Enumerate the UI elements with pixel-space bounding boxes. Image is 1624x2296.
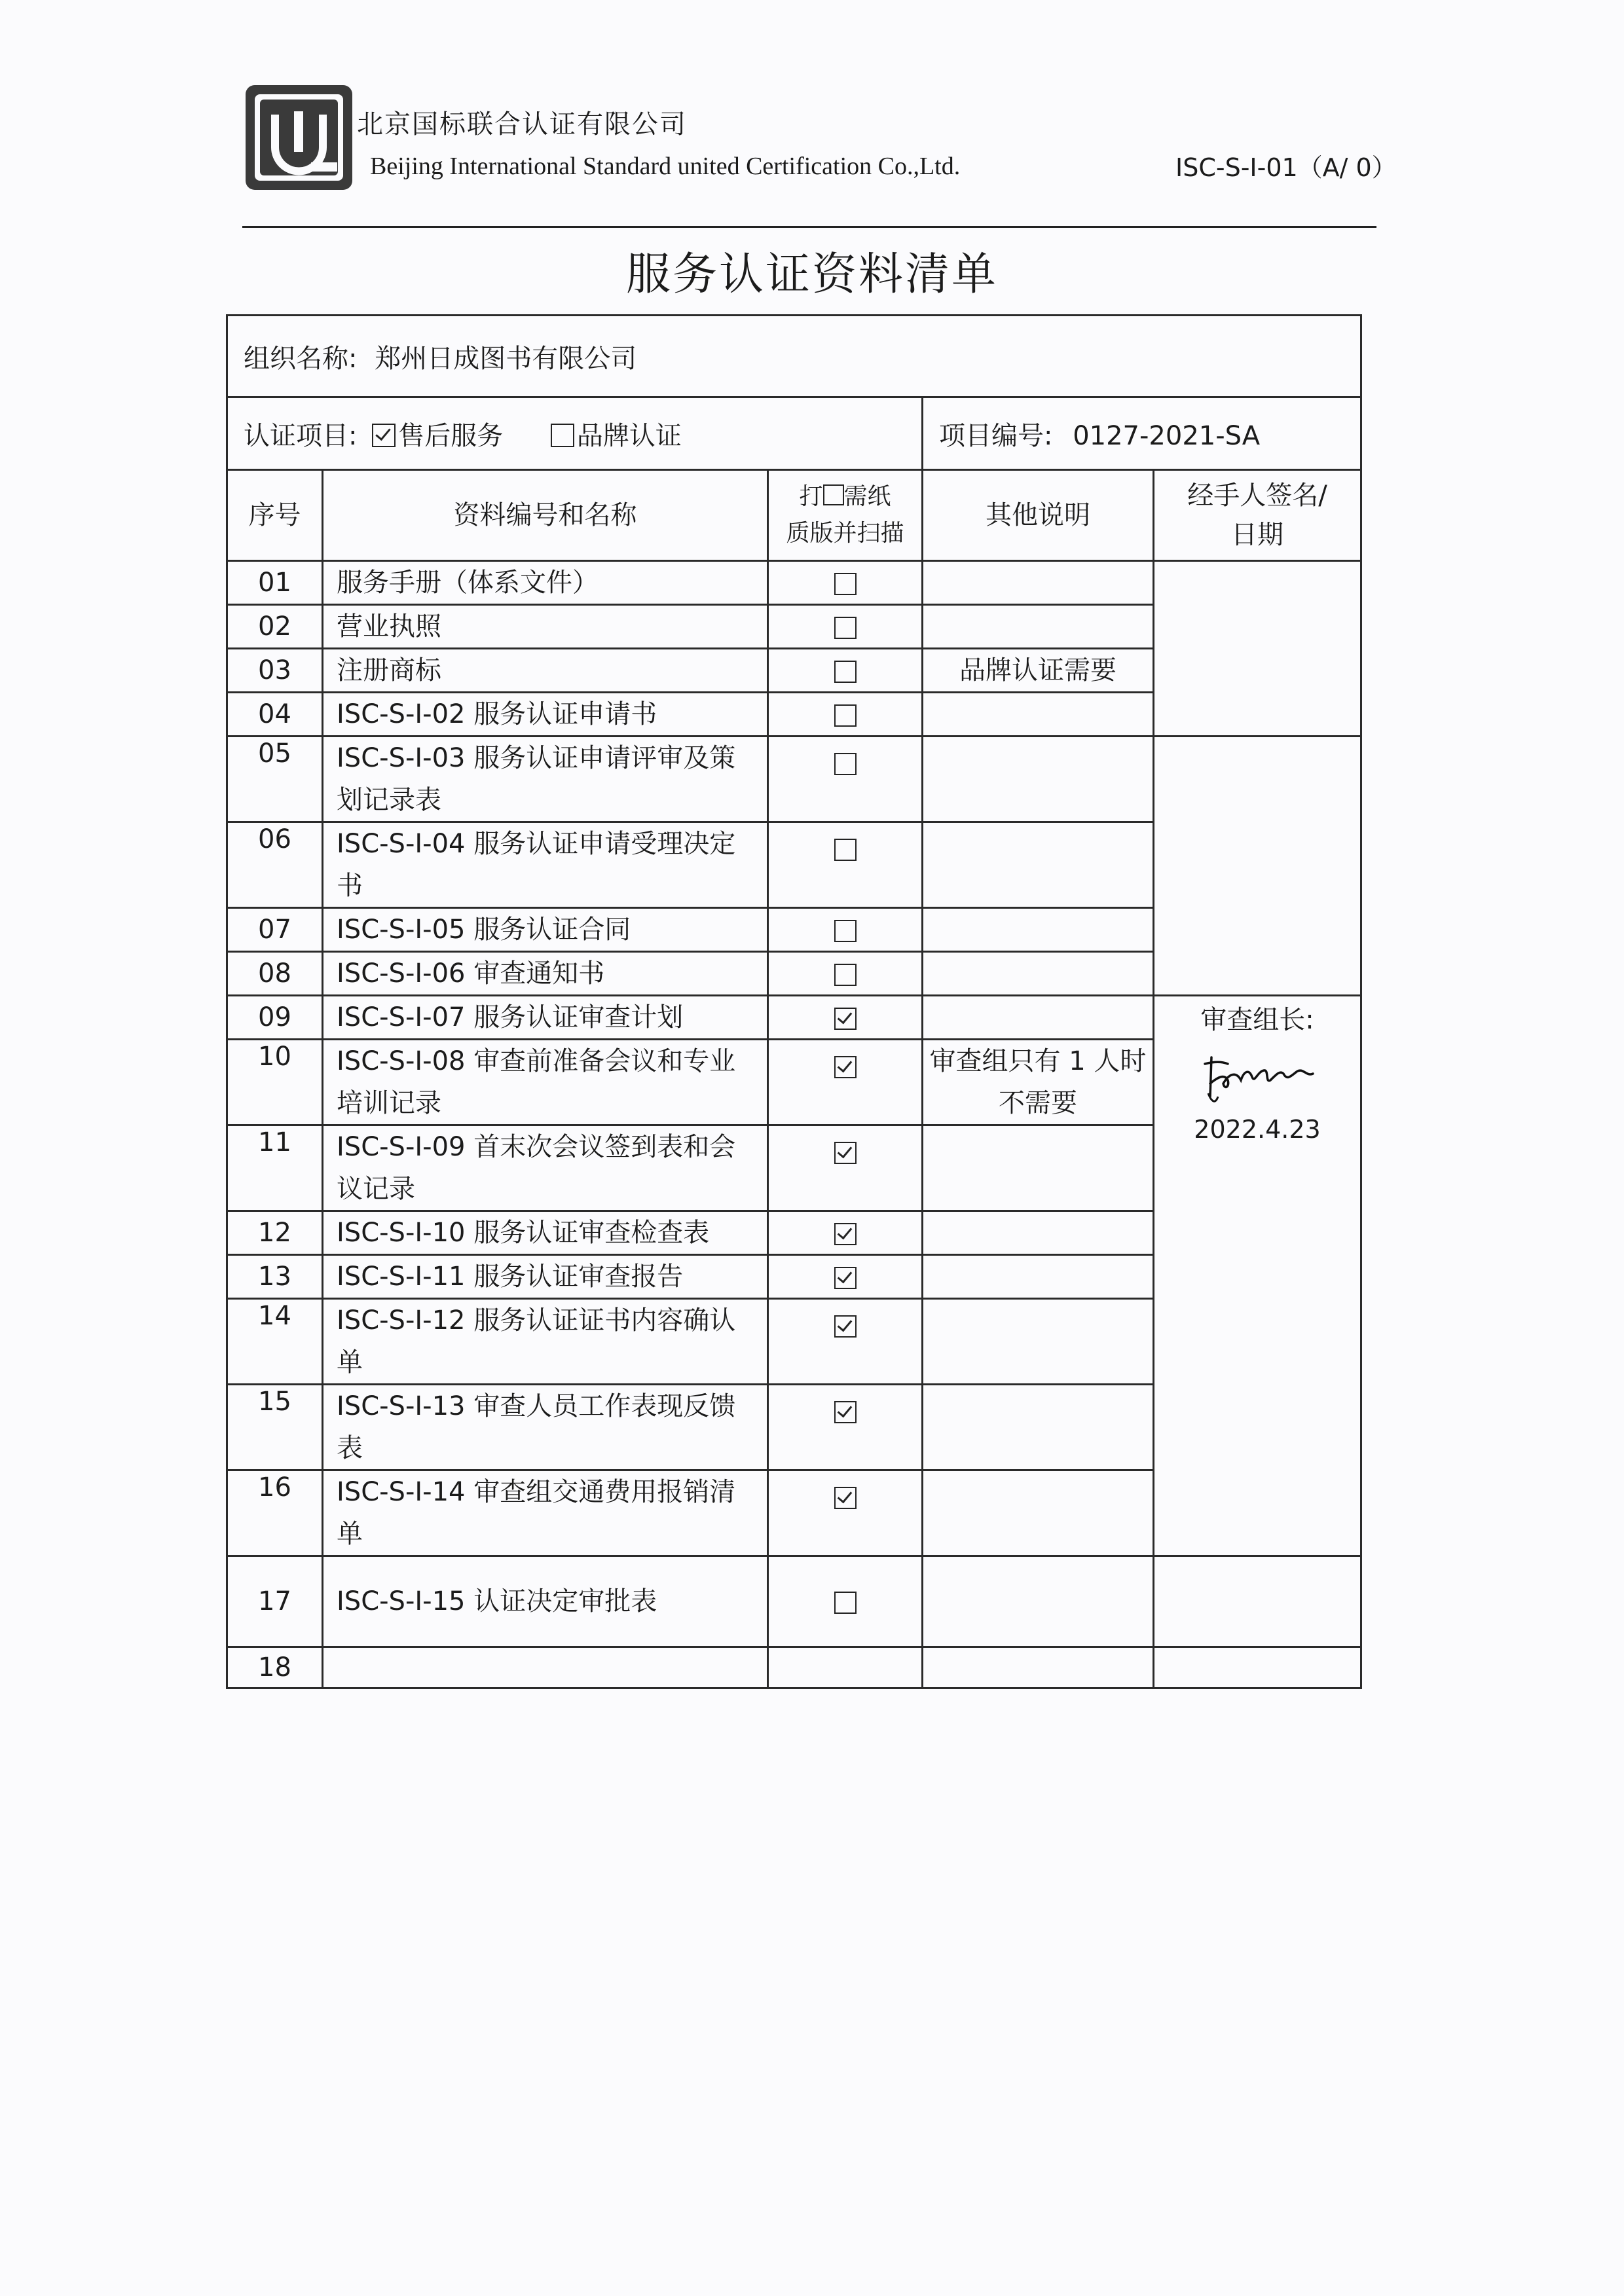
row-note [923, 908, 1154, 952]
table-row [227, 1647, 1361, 1688]
checklist-table [226, 314, 1362, 1689]
col-header-sign-line1: 经手人签名/ [1187, 481, 1327, 511]
checkbox-checked-icon[interactable] [834, 1223, 857, 1245]
row-doc-name: ISC-S-I-02 服务认证申请书 [323, 693, 768, 737]
row-note [923, 1211, 1154, 1255]
row-seq: 07 [227, 908, 323, 952]
checkbox-empty-icon[interactable] [834, 617, 857, 639]
table-row [227, 737, 1361, 822]
row-doc-name: ISC-S-I-06 审查通知书 [323, 952, 768, 996]
sign-cell-blank-4 [1154, 1647, 1361, 1688]
row-doc-name: ISC-S-I-11 服务认证审查报告 [323, 1255, 768, 1299]
row-note [923, 822, 1154, 908]
row-doc-name: ISC-S-I-04 服务认证申请受理决定书 [323, 822, 768, 908]
checkbox-empty-icon[interactable] [834, 573, 857, 595]
column-header-row [227, 470, 1361, 561]
checkbox-empty-icon[interactable] [834, 920, 857, 942]
company-name-en: Beijing International Standard united Certification Co.,Ltd. [370, 153, 961, 180]
project-label: 项目编号: [939, 420, 1053, 451]
row-seq: 09 [227, 996, 323, 1040]
row-doc-name: ISC-S-I-13 审查人员工作表现反馈表 [323, 1385, 768, 1470]
isc-logo-icon [246, 85, 352, 190]
col-header-check [768, 470, 923, 561]
row-doc-name: ISC-S-I-08 审查前准备会议和专业培训记录 [323, 1040, 768, 1125]
row-seq-cell [227, 737, 323, 822]
handwritten-signature [1192, 1044, 1323, 1110]
page-title: 服务认证资料清单 [625, 249, 998, 301]
cert-option-brand[interactable] [551, 421, 682, 451]
row-note [923, 605, 1154, 649]
checkbox-checked-icon[interactable] [834, 1401, 857, 1423]
checkbox-checked-icon[interactable] [834, 1315, 857, 1338]
cert-cell [227, 397, 923, 470]
cert-label: 认证项目: [244, 420, 358, 451]
row-doc-name: ISC-S-I-05 服务认证合同 [323, 908, 768, 952]
checkbox-empty-icon[interactable] [834, 839, 857, 861]
project-cell [923, 397, 1361, 470]
row-doc-name: ISC-S-I-15 认证决定审批表 [323, 1556, 768, 1647]
sign-cell-blank-2 [1154, 737, 1361, 996]
row-seq-cell [227, 1385, 323, 1470]
row-note [923, 1255, 1154, 1299]
col-header-sign [1154, 470, 1361, 561]
cert-option-label: 品牌认证 [576, 420, 682, 451]
checkbox-empty-icon[interactable] [834, 964, 857, 986]
row-seq-cell [227, 1125, 323, 1211]
row-seq-cell [227, 1040, 323, 1125]
row-note [923, 952, 1154, 996]
row-seq: 04 [227, 693, 323, 737]
sign-cell-blank-3 [1154, 1556, 1361, 1647]
row-seq: 08 [227, 952, 323, 996]
row-doc-name: ISC-S-I-03 服务认证申请评审及策划记录表 [323, 737, 768, 822]
row-seq: 03 [227, 649, 323, 693]
table-row [227, 561, 1361, 605]
sign-cell-blank-1 [1154, 561, 1361, 737]
row-note [923, 1470, 1154, 1556]
checkbox-empty-icon[interactable] [834, 704, 857, 727]
row-check-empty [768, 1647, 923, 1688]
checkbox-checked-icon[interactable] [834, 1056, 857, 1078]
row-doc-name: 服务手册（体系文件） [323, 561, 768, 605]
row-note: 品牌认证需要 [923, 649, 1154, 693]
row-note [923, 561, 1154, 605]
row-note [923, 1299, 1154, 1385]
checkbox-checked-icon[interactable] [372, 424, 396, 447]
col-header-check-prefix: 打 [799, 483, 823, 510]
row-seq-cell [227, 1299, 323, 1385]
row-seq: 05 [258, 738, 291, 769]
checkbox-checked-icon[interactable] [834, 1267, 857, 1289]
col-header-note: 其他说明 [923, 470, 1154, 561]
row-seq: 13 [227, 1255, 323, 1299]
col-header-sign-line2: 日期 [1231, 520, 1283, 550]
signature-block [1154, 999, 1360, 1144]
project-number: 0127-2021-SA [1073, 420, 1261, 451]
org-label: 组织名称: [244, 343, 358, 374]
row-doc-name: ISC-S-I-12 服务认证证书内容确认单 [323, 1299, 768, 1385]
row-seq: 01 [227, 561, 323, 605]
checkbox-empty-icon[interactable] [551, 424, 574, 447]
document-code: ISC-S-I-01（A/ 0） [1175, 153, 1397, 182]
row-doc-name: 注册商标 [323, 649, 768, 693]
row-doc-name: ISC-S-I-09 首末次会议签到表和会议记录 [323, 1125, 768, 1211]
table-row [227, 996, 1361, 1040]
checkbox-checked-icon[interactable] [834, 1008, 857, 1030]
row-seq: 18 [227, 1647, 323, 1688]
sign-date: 2022.4.23 [1194, 1115, 1321, 1144]
col-header-seq: 序号 [227, 470, 323, 561]
checkbox-empty-icon[interactable] [834, 661, 857, 683]
checkbox-checked-icon[interactable] [834, 1487, 857, 1509]
row-doc-name [323, 1647, 768, 1688]
row-seq: 02 [227, 605, 323, 649]
row-note [923, 1385, 1154, 1470]
org-row [227, 316, 1361, 397]
col-header-name: 资料编号和名称 [323, 470, 768, 561]
org-name: 郑州日成图书有限公司 [375, 343, 637, 374]
cert-option-label: 售后服务 [398, 420, 504, 451]
row-seq: 17 [227, 1556, 323, 1647]
row-doc-name: ISC-S-I-10 服务认证审查检查表 [323, 1211, 768, 1255]
row-doc-name: 营业执照 [323, 605, 768, 649]
row-note [923, 693, 1154, 737]
row-doc-name: ISC-S-I-07 服务认证审查计划 [323, 996, 768, 1040]
row-seq: 16 [258, 1472, 291, 1503]
org-cell [227, 316, 1361, 397]
cert-row [227, 397, 1361, 470]
row-note [923, 996, 1154, 1040]
row-seq-cell [227, 1470, 323, 1556]
checkbox-checked-icon[interactable] [834, 1142, 857, 1164]
checkbox-empty-icon [823, 484, 844, 505]
row-note [923, 1125, 1154, 1211]
checkbox-empty-icon[interactable] [834, 1592, 857, 1614]
row-seq-cell [227, 822, 323, 908]
col-header-check-suffix: 需纸 [843, 483, 891, 510]
row-note [923, 1556, 1154, 1647]
row-seq: 12 [227, 1211, 323, 1255]
header-divider [242, 226, 1376, 228]
sign-label: 审查组长: [1200, 1005, 1314, 1035]
company-name-cn: 北京国标联合认证有限公司 [357, 109, 687, 139]
row-seq: 10 [258, 1042, 291, 1072]
row-seq: 14 [258, 1301, 291, 1331]
row-seq: 11 [258, 1127, 291, 1157]
sign-cell [1154, 996, 1361, 1556]
row-doc-name: ISC-S-I-14 审查组交通费用报销清单 [323, 1470, 768, 1556]
checkbox-empty-icon[interactable] [834, 753, 857, 775]
row-note [923, 737, 1154, 822]
row-note [923, 1647, 1154, 1688]
table-row [227, 1556, 1361, 1647]
col-header-check-line2: 质版并扫描 [786, 520, 904, 547]
row-seq: 06 [258, 824, 291, 854]
row-note: 审查组只有 1 人时不需要 [923, 1040, 1154, 1125]
row-seq: 15 [258, 1387, 291, 1417]
cert-option-after-sales[interactable] [372, 421, 511, 451]
